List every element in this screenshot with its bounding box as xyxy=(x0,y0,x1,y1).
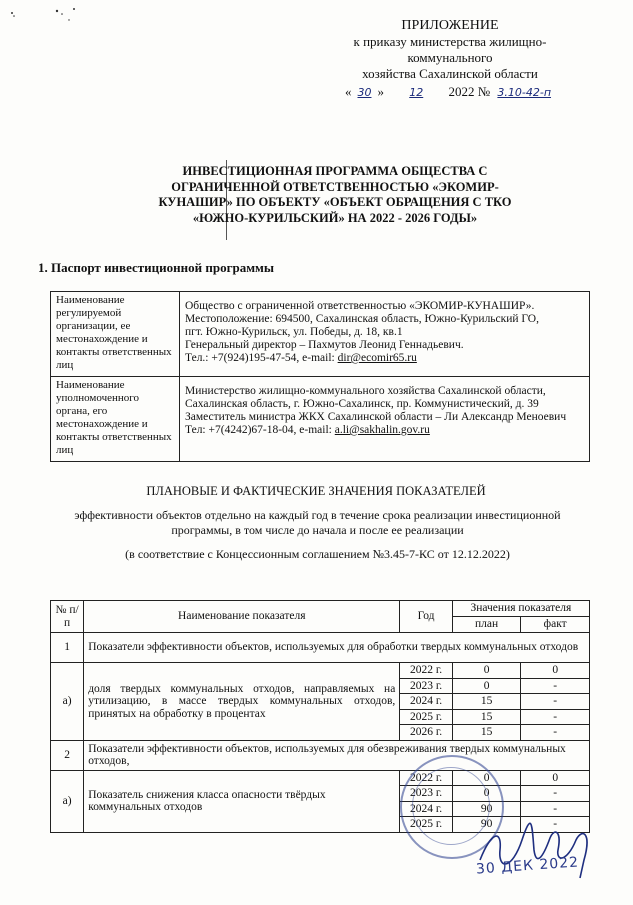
fact-cell: - xyxy=(521,817,590,833)
table-group-row xyxy=(51,633,590,663)
fact-cell: 0 xyxy=(521,770,590,786)
passport-value-organization: Общество с ограниченной ответственностью «ЭКОМИР-КУНАШИР». Местоположение: 694500, Сахалинская область, Южно-Курильский ГО, пгт. Южно-Курильск, ул. Победы, д. 18, кв.1 Генеральный директор – Пахмутов Леонид Геннадьевич. Тел.: +7(924)195-47-54, e-mail: dir@ecomir65.ru xyxy=(180,292,590,377)
appendix-title: ПРИЛОЖЕНИЕ xyxy=(401,18,499,33)
table-group-row xyxy=(51,740,590,770)
plan-cell: 15 xyxy=(452,694,521,710)
authority-email-link[interactable]: a.li@sakhalin.gov.ru xyxy=(334,424,430,436)
item-name: доля твердых коммунальных отходов, направляемых на утилизацию, в массе твердых коммунальных отходов, принятых на обработку в процентах xyxy=(84,663,400,741)
order-number: 3.10-42-п xyxy=(497,86,552,99)
item-name: Показатель снижения класса опасности твёрдых коммунальных отходов xyxy=(84,770,400,832)
group-number: 2 xyxy=(51,740,84,770)
indicators-basis: (в соответствие с Концессионным соглашением №3.45-7-КС от 12.12.2022) xyxy=(125,547,510,561)
plan-cell: 0 xyxy=(452,770,521,786)
year-cell: 2026 г. xyxy=(400,725,453,741)
order-month: 12 xyxy=(409,86,424,99)
section-heading: 1. Паспорт инвестиционной программы xyxy=(38,260,275,275)
col-fact-header: факт xyxy=(521,617,590,633)
year-cell: 2025 г. xyxy=(400,709,453,725)
indicators-table xyxy=(50,600,590,833)
plan-cell: 0 xyxy=(452,786,521,802)
passport-label-organization: Наименование регулируемой организации, ее местонахождение и контакты ответственных лиц xyxy=(51,292,180,377)
table-row xyxy=(51,292,590,377)
year-cell: 2024 г. xyxy=(400,694,453,710)
fact-cell: - xyxy=(521,801,590,817)
plan-cell: 90 xyxy=(452,817,521,833)
stamp-date: 30 ДЕК 2022 xyxy=(475,854,580,878)
col-number-header: № п/п xyxy=(51,601,84,633)
year-cell: 2024 г. xyxy=(400,801,453,817)
table-row xyxy=(51,770,590,786)
order-day: 30 xyxy=(357,86,372,99)
table-row xyxy=(51,377,590,462)
plan-cell: 90 xyxy=(452,801,521,817)
col-year-header: Год xyxy=(400,601,453,633)
year-cell: 2022 г. xyxy=(400,770,453,786)
fact-cell: 0 xyxy=(521,663,590,679)
passport-label-authority: Наименование уполномоченного органа, его местонахождение и контакты ответственных лиц xyxy=(51,377,180,462)
year-cell: 2023 г. xyxy=(400,678,453,694)
year-cell: 2025 г. xyxy=(400,817,453,833)
group-title: Показатели эффективности объектов, используемых для обезвреживания твердых коммунальных отходов, xyxy=(84,740,590,770)
year-cell: 2023 г. xyxy=(400,786,453,802)
order-date-line: « 30 » 12 2022 № 3.10-42-п xyxy=(300,84,600,101)
plan-cell: 15 xyxy=(452,725,521,741)
indicators-heading: ПЛАНОВЫЕ И ФАКТИЧЕСКИЕ ЗНАЧЕНИЯ ПОКАЗАТЕЛЕЙ xyxy=(146,484,486,498)
order-reference-line2: коммунального xyxy=(407,50,493,65)
col-values-header: Значения показателя xyxy=(452,601,589,617)
table-header-row xyxy=(51,601,590,617)
item-number: а) xyxy=(51,770,84,832)
scan-specks xyxy=(0,0,100,40)
passport-table xyxy=(50,291,590,462)
indicators-description: эффективности объектов отдельно на каждый год в течение срока реализации инвестиционной программы, в том числе до начала и после ее реализации xyxy=(74,508,561,537)
organization-email-link[interactable]: dir@ecomir65.ru xyxy=(337,352,417,364)
plan-cell: 0 xyxy=(452,678,521,694)
passport-value-authority: Министерство жилищно-коммунального хозяйства Сахалинской области, Сахалинская область, г. Южно-Сахалинск, пр. Коммунистический, д. 39 Заместитель министра ЖКХ Сахалинской области – Ли Александр Меноевич Тел: +7(4242)67-18-04, e-mail: a.li@sakhalin.gov.ru xyxy=(180,377,590,462)
item-number: а) xyxy=(51,663,84,741)
fact-cell: - xyxy=(521,694,590,710)
group-number: 1 xyxy=(51,633,84,663)
fact-cell: - xyxy=(521,725,590,741)
fact-cell: - xyxy=(521,709,590,725)
fact-cell: - xyxy=(521,678,590,694)
col-plan-header: план xyxy=(452,617,521,633)
appendix-header xyxy=(300,18,600,101)
order-year-label: 2022 № xyxy=(448,84,491,99)
order-reference-line1: к приказу министерства жилищно- xyxy=(353,34,547,49)
program-title: ИНВЕСТИЦИОННАЯ ПРОГРАММА ОБЩЕСТВА С ОГРАНИЧЕННОЙ ОТВЕТСТВЕННОСТЬЮ «ЭКОМИР- КУНАШИР» ПО ОБЪЕКТУ «ОБЪЕКТ ОБРАЩЕНИЯ С ТКО «ЮЖНО-КУРИЛЬСКИЙ» НА 2022 - 2026 ГОДЫ» xyxy=(158,164,512,225)
group-title: Показатели эффективности объектов, используемых для обработки твердых коммунальных отходов xyxy=(84,633,590,663)
plan-cell: 0 xyxy=(452,663,521,679)
fact-cell: - xyxy=(521,786,590,802)
plan-cell: 15 xyxy=(452,709,521,725)
col-name-header: Наименование показателя xyxy=(84,601,400,633)
table-row xyxy=(51,663,590,679)
order-reference-line3: хозяйства Сахалинской области xyxy=(362,66,538,81)
year-cell: 2022 г. xyxy=(400,663,453,679)
